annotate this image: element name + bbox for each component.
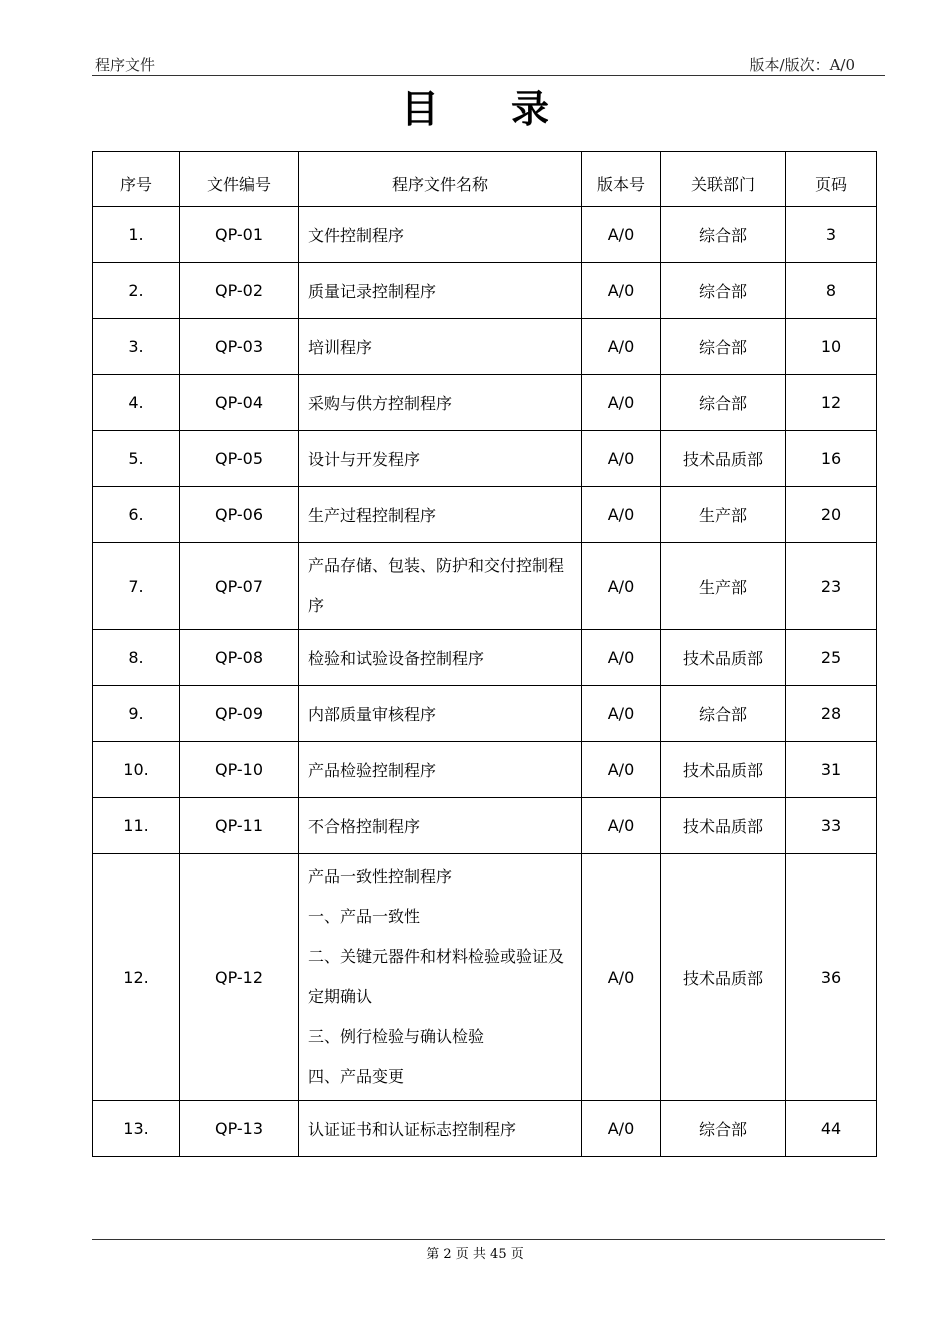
page-footer: 第 2 页 共 45 页 [426,1247,524,1262]
cell-page: 10 [786,319,877,375]
cell-name-line: 质量记录控制程序 [308,282,437,301]
table-row [93,431,877,487]
cell-version: A/0 [582,431,661,487]
cell-name [299,207,582,263]
cell-page: 28 [786,686,877,742]
cell-no: 3. [93,319,180,375]
cell-no: 5. [93,431,180,487]
cell-no: 8. [93,630,180,686]
cell-code: QP-11 [180,798,299,854]
cell-dept: 技术品质部 [661,431,786,487]
cell-version: A/0 [582,319,661,375]
col-header-dept: 关联部门 [661,152,786,207]
cell-version: A/0 [582,263,661,319]
cell-dept: 综合部 [661,207,786,263]
table-row [93,319,877,375]
cell-name [299,742,582,798]
cell-dept: 生产部 [661,487,786,543]
header-divider [92,75,885,76]
cell-name [299,798,582,854]
cell-code: QP-03 [180,319,299,375]
cell-code: QP-02 [180,263,299,319]
col-header-name: 程序文件名称 [299,152,582,207]
cell-no: 13. [93,1101,180,1157]
cell-name [299,630,582,686]
cell-name [299,854,582,1101]
cell-version: A/0 [582,742,661,798]
table-row [93,543,877,630]
cell-no: 1. [93,207,180,263]
cell-name [299,319,582,375]
cell-name-line: 序 [308,596,325,615]
cell-no: 11. [93,798,180,854]
cell-name [299,263,582,319]
cell-no: 7. [93,543,180,630]
table-row [93,742,877,798]
cell-dept: 综合部 [661,263,786,319]
cell-name-line: 四、产品变更 [308,1067,405,1086]
table-row [93,1101,877,1157]
table-row [93,686,877,742]
cell-dept: 综合部 [661,375,786,431]
cell-page: 36 [786,854,877,1101]
table-row [93,487,877,543]
cell-name-line: 内部质量审核程序 [308,705,437,724]
cell-name-line: 产品存储、包装、防护和交付控制程 [308,556,565,575]
cell-page: 3 [786,207,877,263]
cell-page: 12 [786,375,877,431]
cell-version: A/0 [582,487,661,543]
cell-page: 25 [786,630,877,686]
cell-code: QP-06 [180,487,299,543]
cell-version: A/0 [582,630,661,686]
cell-no: 6. [93,487,180,543]
cell-version: A/0 [582,686,661,742]
col-header-no: 序号 [93,152,180,207]
cell-version: A/0 [582,207,661,263]
footer-divider [92,1239,885,1240]
col-header-code: 文件编号 [180,152,299,207]
cell-name-line: 三、例行检验与确认检验 [308,1027,485,1046]
cell-code: QP-08 [180,630,299,686]
cell-page: 8 [786,263,877,319]
cell-code: QP-10 [180,742,299,798]
toc-body [93,207,877,1157]
cell-code: QP-09 [180,686,299,742]
cell-name-line: 检验和试验设备控制程序 [308,649,485,668]
page-title: 目录 [400,87,621,131]
cell-code: QP-04 [180,375,299,431]
cell-name [299,686,582,742]
cell-no: 10. [93,742,180,798]
cell-code: QP-07 [180,543,299,630]
cell-page: 33 [786,798,877,854]
cell-dept: 技术品质部 [661,630,786,686]
cell-page: 20 [786,487,877,543]
cell-dept: 综合部 [661,319,786,375]
table-row [93,207,877,263]
cell-dept: 综合部 [661,1101,786,1157]
cell-code: QP-01 [180,207,299,263]
cell-no: 12. [93,854,180,1101]
cell-name-line: 产品一致性控制程序 [308,867,453,886]
cell-page: 16 [786,431,877,487]
header-doc-type: 程序文件 [95,56,156,74]
table-row [93,798,877,854]
cell-name-line: 生产过程控制程序 [308,506,437,525]
cell-no: 2. [93,263,180,319]
cell-name-line: 二、关键元器件和材料检验或验证及 [308,947,565,966]
col-header-version: 版本号 [582,152,661,207]
cell-page: 31 [786,742,877,798]
cell-dept: 综合部 [661,686,786,742]
cell-code: QP-05 [180,431,299,487]
cell-no: 9. [93,686,180,742]
cell-name-line: 认证证书和认证标志控制程序 [308,1120,517,1139]
cell-code: QP-12 [180,854,299,1101]
cell-dept: 技术品质部 [661,854,786,1101]
cell-name-line: 一、产品一致性 [308,907,421,926]
cell-name-line: 产品检验控制程序 [308,761,437,780]
cell-name-line: 设计与开发程序 [308,450,421,469]
cell-version: A/0 [582,375,661,431]
cell-name [299,543,582,630]
table-row [93,375,877,431]
cell-name [299,431,582,487]
cell-version: A/0 [582,543,661,630]
cell-name-line: 采购与供方控制程序 [308,394,453,413]
cell-name [299,1101,582,1157]
cell-name-line: 文件控制程序 [308,226,405,245]
cell-name-line: 不合格控制程序 [308,817,421,836]
cell-code: QP-13 [180,1101,299,1157]
cell-version: A/0 [582,798,661,854]
cell-dept: 生产部 [661,543,786,630]
cell-dept: 技术品质部 [661,798,786,854]
cell-name [299,375,582,431]
cell-name [299,487,582,543]
table-row [93,854,877,1101]
table-row [93,263,877,319]
table-row [93,630,877,686]
cell-name-line: 定期确认 [308,987,373,1006]
cell-version: A/0 [582,854,661,1101]
cell-page: 44 [786,1101,877,1157]
header-version: 版本/版次：A/0 [749,56,855,74]
cell-dept: 技术品质部 [661,742,786,798]
cell-no: 4. [93,375,180,431]
col-header-page: 页码 [786,152,877,207]
cell-version: A/0 [582,1101,661,1157]
toc-header-row [93,152,877,207]
cell-name-line: 培训程序 [308,338,373,357]
toc-table [92,151,877,1157]
cell-page: 23 [786,543,877,630]
